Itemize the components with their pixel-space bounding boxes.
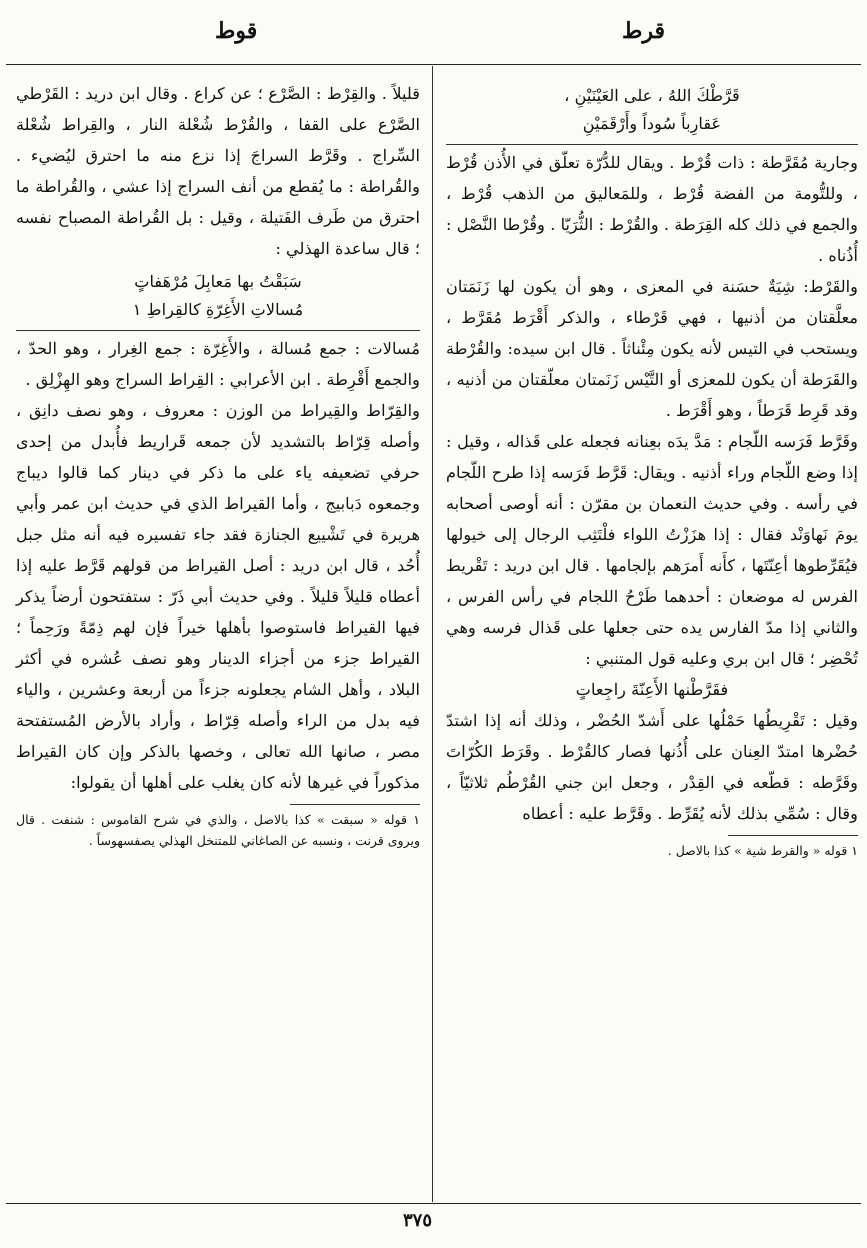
column-divider [432, 66, 433, 1202]
right-verse [446, 82, 858, 138]
left-verse-line-2: مُسالاتِ الأَغِرّةِ كالقِراطِ ١ [132, 300, 304, 319]
left-paragraph-3: والقِرّاط والقِيراط من الوزن : معروف ، وهو نصف دانِق ، وأصله قِرّاط بالتشديد لأن جمعه قَراريط فأُبدل من إحدى حرفي تضعيفه ياء على ما ذكر في دينار كما قالوا ديباج وجمعوه دَبابيج ، وأما القيراط الذي في حديث ابن عمر وأبي هريرة في تَشْييع الجنازة فقد جاء تفسيره فيه أنه مثل جبل أُحُد ، قال ابن دريد : أصل القيراط من قولهم قَرَّط عليه إذا أعطاه قليلاً قليلاً . وفي حديث أبي ذَرّ : ستفتحون أرضاً يذكر فيها القيراط فاستوصوا بأهلها خيراً فإن لهم ذِمّةً ورَحِماً ؛ القيراط جزء من أجزاء الدينار وهو نصف عُشره في أكثر البلاد ، وأهل الشام يجعلونه جزءاً من أربعة وعشرين ، والياء فيه بدل من الراء وأصله قِرّاط ، وأراد بالأرض المُستفتحة مصر ، صانها الله تعالى ، وخصها بالذكر وإن كان القيراط مذكوراً في غيرها لأنه كان يغلب على أهلها أن يقولوا: [16, 401, 420, 792]
left-verse-separator [16, 330, 420, 331]
right-footnote: ١ قوله « والقرط شية » كذا بالاصل . [667, 843, 858, 858]
right-footnote-rule [728, 835, 858, 836]
left-verse-line-1: سَبَقْتُ بها مَعابِلَ مُرْهَفاتٍ [134, 272, 302, 291]
right-paragraph-3: وقَرَّط فَرَسه اللّجام : مَدَّ يدَه بعِنانه فجعله على قَذاله ، وقيل : إذا وضع اللّجام وراء أذنيه . ويقال: قَرَّط فَرَسه إذا طرح اللّجام في رأسه . وفي حديث النعمان بن مقرّن : أنه أوصى أصحابه يومَ نَهاوَنْد فقال : إذا هزَزْتُ اللواء فلْتَثِب الرجال إلى خيولها فيُقَرِّطوها أعِنّتَها ، كأَنه أَمرَهم بإلجامها . قال ابن دريد : تَقْريط الفرس له موضعان : أحدهما طَرْحُ اللجام في رأس الفرس ، والثاني إذا مدّ الفارس يده حتى جعلها على قَذال فرسه وهي تُحْضِر ؛ قال ابن بري وعليه قول المتنبي : [446, 432, 858, 668]
left-footnote: ١ قوله « سبقت » كذا بالاصل ، والذي في شرح القاموس : شنفت . قال ويروى قرنت ، ونسبه عن الصاغاني للمتنخل الهذلي يصفسهوساً . [16, 812, 420, 848]
running-header-right: قرط [622, 18, 666, 44]
left-paragraph-2: مُسالات : جمع مُسالة ، والأَغِرّة : جمع الغِرار ، وهو الحدّ ، والجمع أَقْرِطة . ابن الأعرابي : القِراط السراج وهو الهِزْلِق . [16, 339, 420, 389]
header-rule [6, 64, 861, 65]
running-header-left: قوط [215, 18, 258, 44]
left-paragraph-1: قليلاً . والقِرْط : الصَّرْع ؛ عن كراع . وقال ابن دريد : القَرْطي الصَّرْع على القفا ، والقُرْط شُعْلة النار ، والقِراط شُعْلة السِّراج . وقَرَّط السراجَ إذا نزع منه ما احترق ليُضيء . والقُراطة : ما يُقطع من أنف السراج إذا عشي ، والقُراطة ما احترق من طَرف الفَتيلة ، وقيل : بل القُراطة المصباح نفسه ؛ قال ساعدة الهذلي : [16, 84, 420, 258]
page-number: ٣٧٥ [403, 1210, 433, 1231]
right-paragraph-2: والقَرْط: شِيَةٌ حسَنة في المعزى ، وهو أن يكون لها زَنَمَتان معلَّقتان من أذنيها ، فهي قَرْطاء ، والذكر أَقْرَط مُقَرَّط ، ويستحب في التيس لأنه يكون مِئْناثاً . قال ابن سيده: والقُرْطة والقَرَطة أن يكون للمعزى أو التَّيْس زَنَمتان معلّقتان من أذنيه ، وقد قَرِط قَرَطاً ، وهو أَقْرَط . [446, 277, 858, 420]
right-verse-line-1: قَرَّطْكَ اللهُ ، على العَيْنَيْنِ ، [564, 86, 740, 105]
right-verse-separator [446, 144, 858, 145]
left-footnote-rule [290, 804, 420, 805]
right-column [446, 78, 858, 861]
left-verse [16, 268, 420, 324]
right-verse-2: فقَرَّطْنها الأَعِنّةَ راجِعاتٍ [575, 680, 729, 699]
right-verse-line-2: عَقارِباً سُوداً وأَرْقَمَيْنِ [582, 114, 722, 133]
right-paragraph-4: وقيل : تَقْرِيطُها حَمْلُها على أَشدّ الحُضْر ، وذلك أنه إذا اشتدّ حُضْرها امتدّ العِنان على أُذُنها فصار كالقُرْط . وقَرَط الكُرّاتَ وقَرَّطه : قطّعه في القِدْر ، وجعل ابن جني القُرْطُم ثلاثيّاً ، وقال : سُمِّي بذلك لأنه يُقَرِّط . وقَرَّط عليه : أعطاه [446, 711, 858, 823]
right-paragraph-1: وجارية مُقَرَّطة : ذات قُرْط . ويقال للدُّرّة تعلّق في الأُذن قُرْط ، وللتُّومة من الفضة قُرْط ، وللمَعاليق من الذهب قُرْط ، والجمع في ذلك كله القِرَطة . والقُرْط : الثُّرَيّا . وقُرْطا النَّصْل : أُذُناه . [446, 153, 858, 265]
footer-rule [6, 1203, 861, 1204]
left-column [16, 78, 420, 851]
